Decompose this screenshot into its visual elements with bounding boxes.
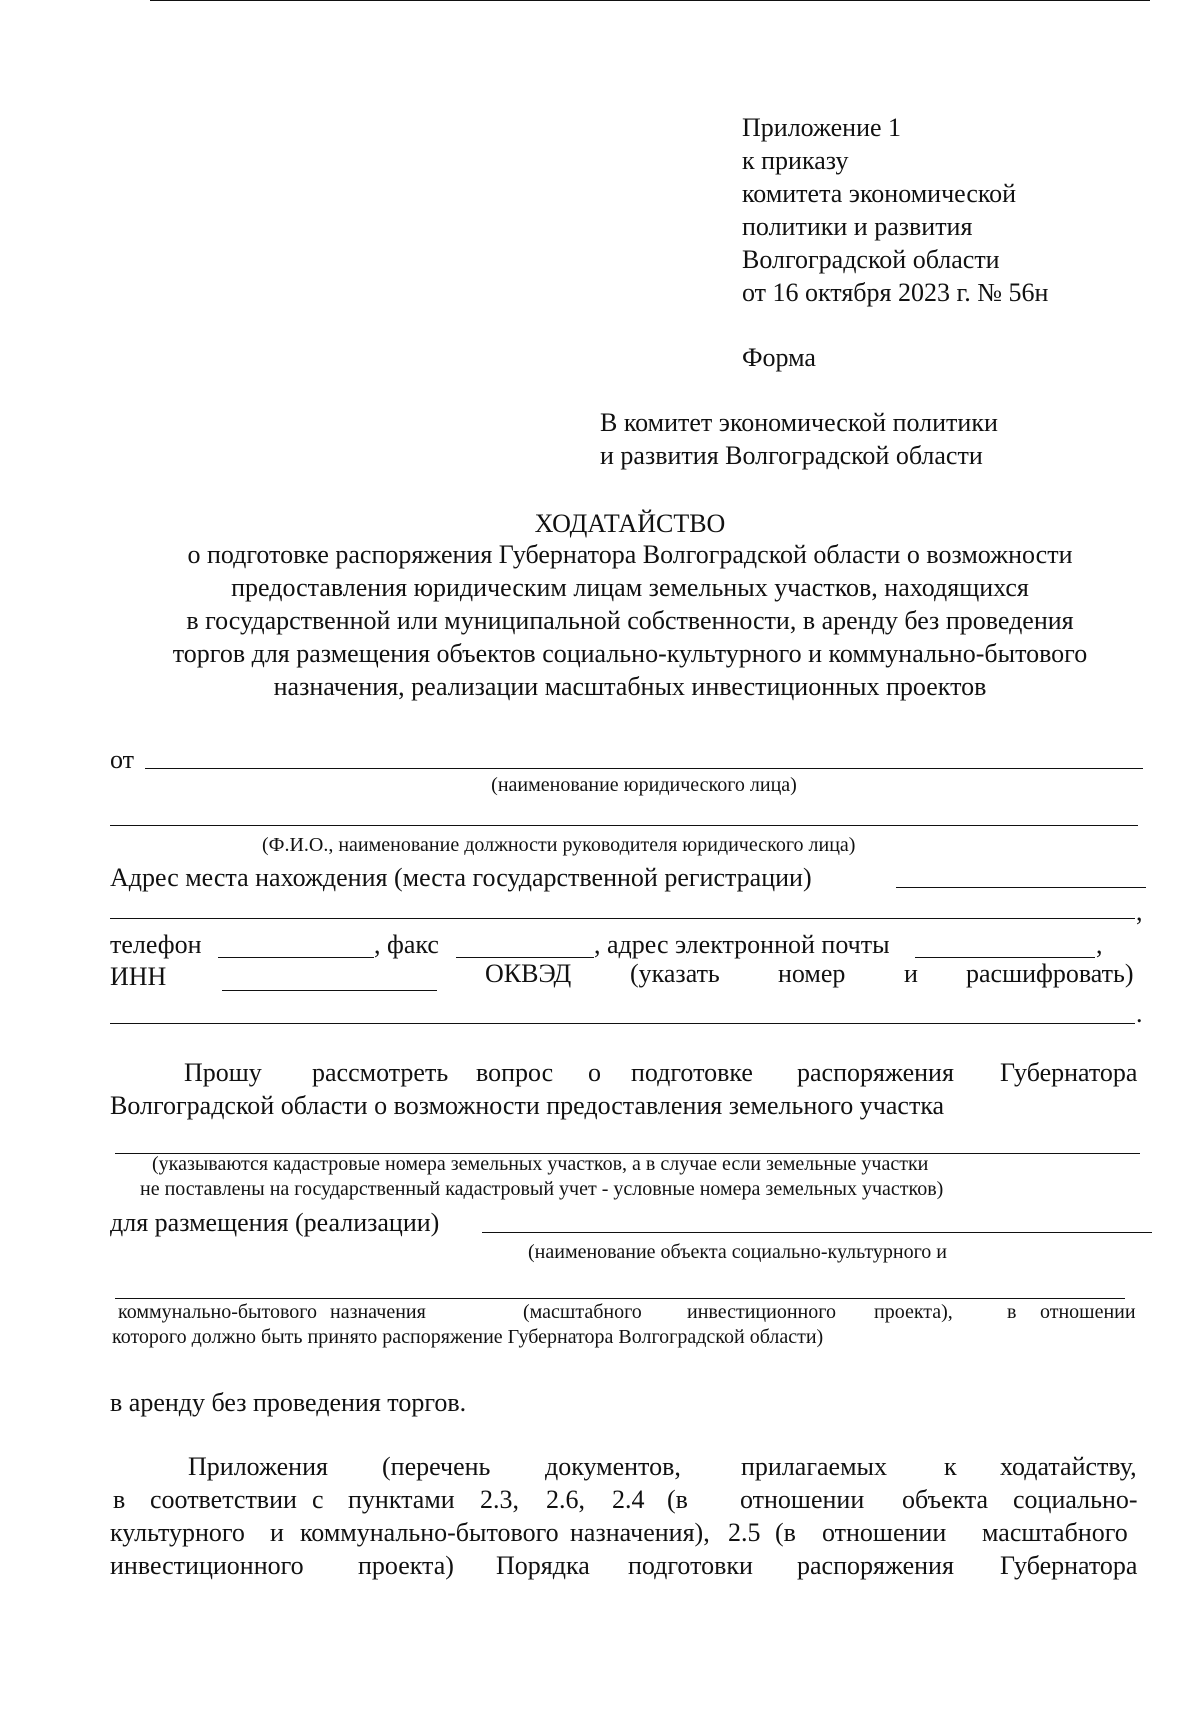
- att3-w8: масштабного: [982, 1518, 1128, 1547]
- att1-w1: Приложения: [188, 1452, 328, 1481]
- object-hint-2-w7: отношении: [1040, 1301, 1136, 1323]
- from-blank-line: [145, 768, 1143, 769]
- object-hint-2-w4: инвестиционного: [687, 1301, 836, 1323]
- request-word-2: рассмотреть: [312, 1058, 449, 1087]
- request-word-7: Губернатора: [1000, 1058, 1138, 1087]
- object-hint-2-w1: коммунально-бытового: [118, 1301, 317, 1323]
- att2-w7: 2.4: [612, 1485, 645, 1514]
- att2-w11: социально-: [1013, 1485, 1138, 1514]
- inn-blank: [222, 990, 437, 991]
- address-label: Адрес места нахождения (места государственной регистрации): [110, 863, 812, 892]
- att3-w2: и: [270, 1518, 284, 1547]
- from-label: от: [110, 745, 135, 774]
- request-word-1: Прошу: [184, 1058, 262, 1087]
- att3-w3: коммунально-бытового: [300, 1518, 559, 1547]
- request-word-4: о: [588, 1058, 601, 1087]
- att4-w5: распоряжения: [797, 1551, 954, 1580]
- att1-w5: к: [944, 1452, 957, 1481]
- okved-word-4: и: [904, 959, 918, 988]
- att1-w4: прилагаемых: [741, 1452, 888, 1481]
- head-blank-line: [110, 825, 1138, 826]
- scan-top-edge: [150, 0, 1150, 1]
- email-label: , адрес электронной почты: [594, 930, 890, 959]
- att2-w3: с: [312, 1485, 324, 1514]
- att4-w4: подготовки: [628, 1551, 753, 1580]
- subtitle-line-4: торгов для размещения объектов социально-культурного и коммунально-бытового: [172, 639, 1088, 668]
- att1-w2: (перечень: [382, 1452, 491, 1481]
- address-blank-2: [110, 918, 1135, 919]
- request-word-6: распоряжения: [797, 1058, 954, 1087]
- att4-w1: инвестиционного: [110, 1551, 304, 1580]
- att2-w8: (в: [667, 1485, 688, 1514]
- addressee-line-2: и развития Волгоградской области: [600, 441, 983, 470]
- object-hint-2-w5: проекта),: [874, 1301, 953, 1323]
- att2-w5: 2.3,: [480, 1485, 519, 1514]
- cadastral-hint-1: (указываются кадастровые номера земельных участков, а в случае если земельные участки: [152, 1153, 929, 1175]
- att3-w4: назначения),: [570, 1518, 710, 1547]
- subtitle-line-2: предоставления юридическим лицам земельных участков, находящихся: [231, 573, 1029, 602]
- fax-label: , факс: [374, 930, 439, 959]
- att3-w6: (в: [775, 1518, 796, 1547]
- object-blank: [115, 1298, 1125, 1299]
- att4-w6: Губернатора: [1000, 1551, 1138, 1580]
- appendix-line-3: комитета экономической: [742, 179, 1017, 208]
- att1-w3: документов,: [545, 1452, 681, 1481]
- appendix-line-4: политики и развития: [742, 212, 973, 241]
- lease-line: в аренду без проведения торгов.: [110, 1388, 467, 1417]
- object-hint-1: (наименование объекта социально-культурного и: [528, 1241, 948, 1263]
- att3-w1: культурного: [110, 1518, 245, 1547]
- att2-w10: объекта: [902, 1485, 989, 1514]
- att2-w2: соответствии: [150, 1485, 297, 1514]
- okved-blank: [110, 1023, 1135, 1024]
- request-word-3: вопрос: [476, 1058, 554, 1087]
- okved-word-3: номер: [778, 959, 846, 988]
- appendix-line-6: от 16 октября 2023 г. № 56н: [742, 278, 1049, 307]
- appendix-line-1: Приложение 1: [742, 113, 902, 142]
- placement-label: для размещения (реализации): [110, 1208, 440, 1237]
- head-hint: (Ф.И.О., наименование должности руководителя юридического лица): [262, 834, 856, 856]
- okved-label: ОКВЭД: [485, 959, 572, 988]
- att2-w4: пунктами: [348, 1485, 455, 1514]
- phone-label: телефон: [110, 930, 202, 959]
- att2-w6: 2.6,: [546, 1485, 585, 1514]
- cadastral-hint-2: не поставлены на государственный кадастровый учет - условные номера земельных участков): [140, 1178, 944, 1200]
- object-hint-2-w6: в: [1007, 1301, 1017, 1323]
- subtitle-line-5: назначения, реализации масштабных инвестиционных проектов: [273, 672, 987, 701]
- address-comma: ,: [1136, 897, 1143, 926]
- object-hint-2-w3: (масштабного: [523, 1301, 642, 1323]
- object-hint-3: которого должно быть принято распоряжение Губернатора Волгоградской области): [112, 1326, 824, 1348]
- email-comma: ,: [1096, 930, 1103, 959]
- addressee-line-1: В комитет экономической политики: [600, 408, 998, 437]
- appendix-line-5: Волгоградской области: [742, 245, 1000, 274]
- okved-word-2: (указать: [630, 959, 720, 988]
- att4-w3: Порядка: [496, 1551, 590, 1580]
- subtitle-line-1: о подготовке распоряжения Губернатора Волгоградской области о возможности: [187, 540, 1073, 569]
- att4-w2: проекта): [358, 1551, 454, 1580]
- inn-label: ИНН: [110, 962, 167, 991]
- okved-period: .: [1136, 999, 1143, 1028]
- form-label: Форма: [742, 343, 816, 372]
- request-word-5: подготовке: [631, 1058, 753, 1087]
- request-line-2: Волгоградской области о возможности предоставления земельного участка: [110, 1091, 945, 1120]
- okved-word-5: расшифровать): [966, 959, 1134, 988]
- att2-w1: в: [113, 1485, 126, 1514]
- phone-blank: [218, 957, 374, 958]
- address-blank-1: [896, 887, 1146, 888]
- att3-w5: 2.5: [728, 1518, 761, 1547]
- subtitle-line-3: в государственной или муниципальной собственности, в аренду без проведения: [186, 606, 1074, 635]
- att2-w9: отношении: [740, 1485, 865, 1514]
- document-title: ХОДАТАЙСТВО: [534, 509, 726, 538]
- placement-blank: [482, 1232, 1152, 1233]
- appendix-line-2: к приказу: [742, 146, 849, 175]
- object-hint-2-w2: назначения: [330, 1301, 426, 1323]
- att1-w6: ходатайству,: [1000, 1452, 1137, 1481]
- att3-w7: отношении: [822, 1518, 947, 1547]
- from-hint: (наименование юридического лица): [491, 774, 797, 796]
